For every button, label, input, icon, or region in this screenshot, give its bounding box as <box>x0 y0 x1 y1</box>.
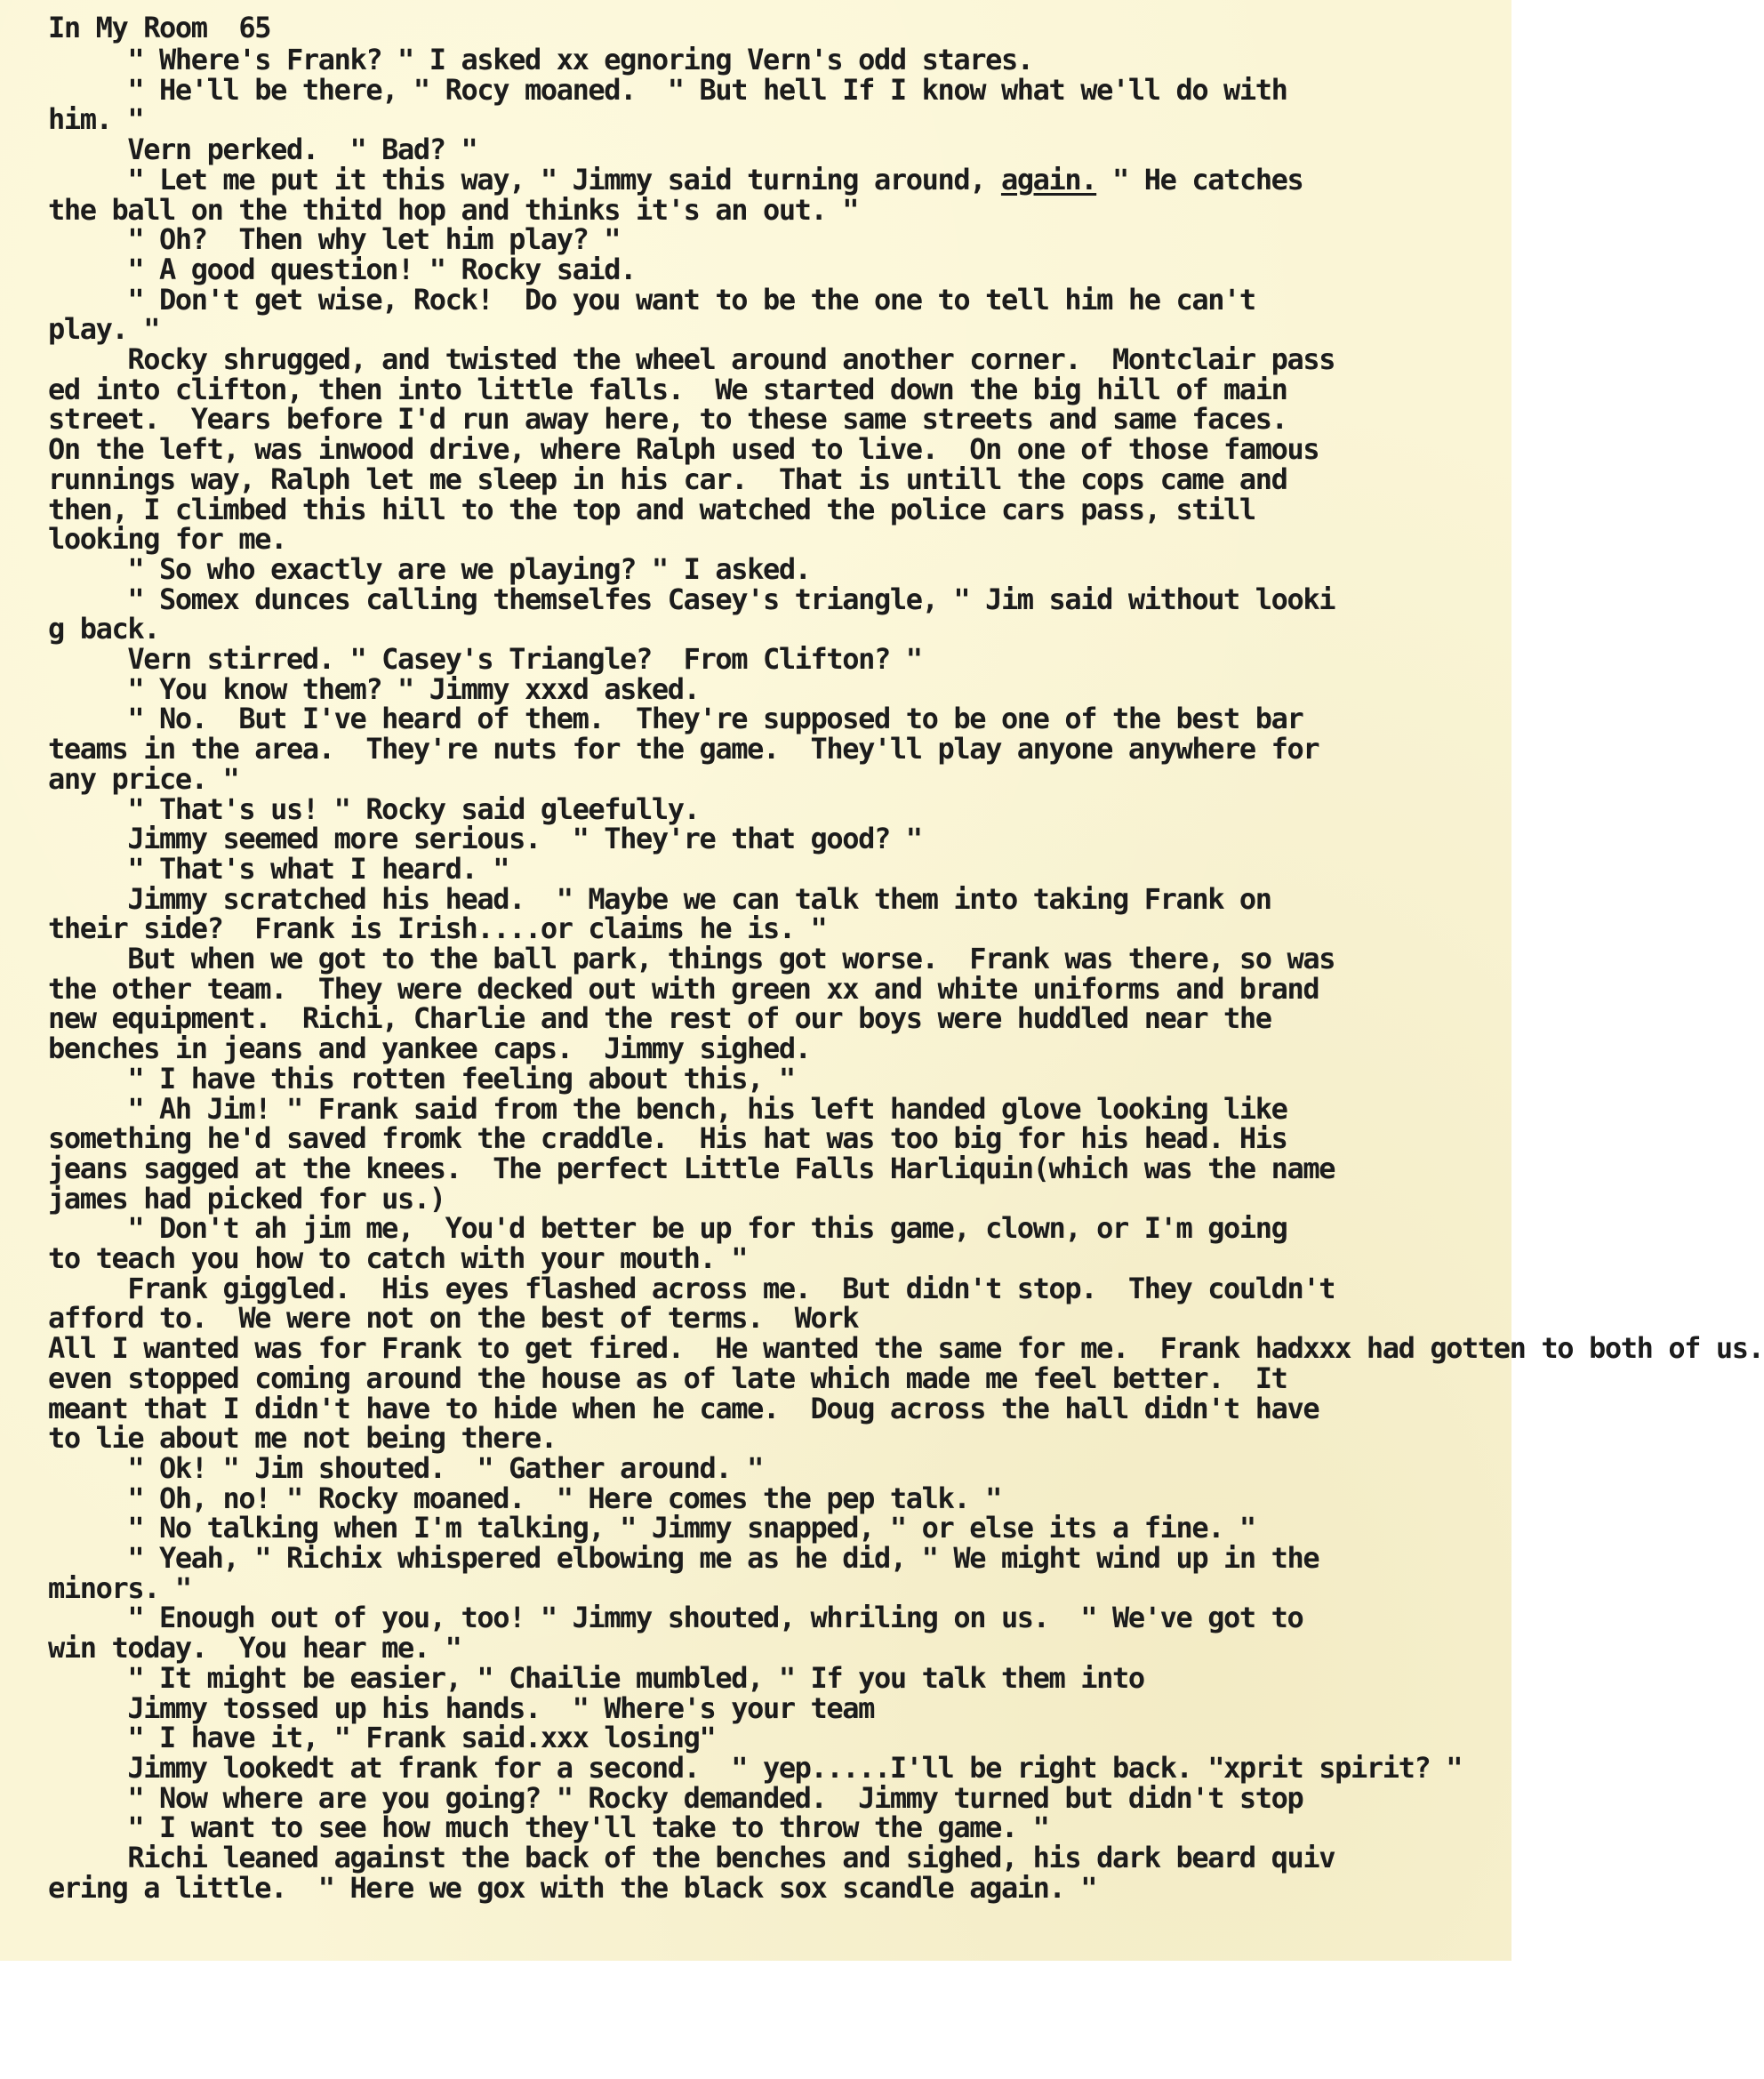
line-text: even stopped coming around the house as of late which made me feel better. It <box>48 1361 1287 1395</box>
line-text: minors. " <box>48 1570 191 1605</box>
line-text: Rocky shrugged, and twisted the wheel around another corner. Montclair pass <box>48 342 1335 376</box>
text-line <box>48 644 922 674</box>
text-line <box>48 464 1287 494</box>
line-text: " He'll be there, " Rocy moaned. " But hell If I know what we'll do with <box>48 72 1287 107</box>
text-line <box>48 1363 1287 1393</box>
text-line <box>48 1121 1287 1156</box>
line-text: ed into clifton, then into little falls. We started down the big hill of main <box>48 372 1287 406</box>
text-line <box>48 312 160 347</box>
line-text: james had picked for us.) <box>48 1181 445 1216</box>
text-line <box>48 1393 1319 1424</box>
text-line <box>48 102 144 137</box>
line-text: " Oh? Then why let him play? " <box>48 222 621 257</box>
line-text: " Let me put it this way, " Jimmy said turning around, <box>48 162 1001 197</box>
struck-text: xxx <box>540 1721 589 1755</box>
line-text: " Oh, no! " Rocky moaned. " Here comes the pep talk. " <box>48 1481 1001 1515</box>
line-text: him. " <box>48 102 144 137</box>
line-text: meant that I didn't have to hide when he came. Doug across the hall didn't have <box>48 1391 1319 1425</box>
text-line <box>48 1810 1049 1845</box>
line-text: " No. But I've heard of them. They're supposed to be one of the best bar <box>48 702 1303 736</box>
line-text: " A good question! " Rocky said. <box>48 252 637 286</box>
line-text: " It might be easier, " Chailie mumbled, " If you talk them into <box>48 1660 1160 1695</box>
text-line <box>48 943 1335 974</box>
text-line <box>48 971 1319 1006</box>
line-text: their side? Frank is Irish....or claims he is. " <box>48 911 827 946</box>
line-text: new equipment. Richi, Charlie and the rest of our boys were huddled near the <box>48 1001 1271 1036</box>
line-text: All I wanted was for Frank to get fired. He wanted the same for me. Frank had <box>48 1331 1303 1366</box>
text-line <box>48 1421 557 1456</box>
line-text-tail: had gotten to both of us. <box>1351 1331 1764 1366</box>
text-line <box>48 254 636 285</box>
text-line <box>48 1273 1335 1304</box>
text-line <box>48 44 1033 75</box>
line-text: " Ok! " Jim shouted. " Gather around. " <box>48 1450 763 1485</box>
text-line <box>48 1181 445 1216</box>
text-line <box>48 1543 1319 1573</box>
text-line <box>48 222 621 257</box>
line-text: Jimmy lookedt at frank for a second. " yep.....I'll be right back. " <box>48 1750 1224 1785</box>
struck-text: xxx <box>1303 1331 1351 1366</box>
struck-text: xx <box>556 43 589 76</box>
text-line <box>48 1211 1287 1246</box>
text-line <box>48 344 1335 374</box>
line-text: Richi leaned against the back of the benches and sighed, his dark beard quiv <box>48 1841 1335 1874</box>
text-line <box>48 282 1255 317</box>
text-line <box>48 494 1255 525</box>
line-text: Jimmy seemed more serious. " They're that good? " <box>48 822 922 856</box>
line-text: " You know them? " Jimmy <box>48 671 525 706</box>
line-text: " Ah Jim! " Frank said from the bench, his left handed glove looking like <box>48 1091 1287 1126</box>
text-line <box>48 671 700 706</box>
line-text: teams in the area. They're nuts for the game. They'll play anyone anywhere for <box>48 732 1319 767</box>
line-text-tail: spirit? " <box>1303 1750 1463 1785</box>
line-text: ering a little. " Here we gox with the black sox scandle again. " <box>48 1870 1097 1905</box>
line-text: " I have it, " Frank said. <box>48 1721 541 1755</box>
text-line <box>48 1513 1255 1543</box>
text-line <box>48 1750 1463 1785</box>
text-line <box>48 522 286 557</box>
line-text: Vern stirred. " Casey's Triangle? From Clifton? " <box>48 642 922 676</box>
line-text: benches in jeans and yankee caps. Jimmy sighed. <box>48 1031 811 1066</box>
text-line <box>48 732 1319 767</box>
text-line <box>48 911 827 946</box>
line-text: " Don't get wise, Rock! Do you want to be the one to tell him he can't <box>48 282 1255 317</box>
line-text: Frank giggled. His eyes flashed across me. But didn't stop. They couldn't <box>48 1271 1335 1305</box>
line-text: looking for me. <box>48 522 286 557</box>
line-text-tail: losing" <box>588 1721 716 1755</box>
text-line <box>48 1722 715 1753</box>
text-line <box>48 551 811 586</box>
line-text: " Enough out of you, too! " Jimmy shouted, whriling on us. " We've got to <box>48 1601 1303 1635</box>
line-text: the other team. They were decked out with green <box>48 971 827 1006</box>
line-text: afford to. We were not on the best of terms. Work <box>48 1301 875 1336</box>
line-text: " I want to see how much they'll take to throw the game. " <box>48 1810 1049 1845</box>
line-text-tail: and white uniforms and brand <box>858 971 1319 1006</box>
line-text: " Don't ah jim me, You'd better be up for this game, clown, or I'm going <box>48 1211 1287 1246</box>
line-text: to lie about me not being there. <box>48 1421 557 1456</box>
text-line <box>48 1331 1764 1366</box>
text-line <box>48 584 1335 614</box>
text-line <box>48 192 859 227</box>
line-text: jeans sagged at the knees. The perfect Little Falls Harliquin(which was the name <box>48 1151 1335 1185</box>
text-line <box>48 374 1287 405</box>
text-line <box>48 1061 795 1096</box>
line-text-tail: egnoring Vern's odd stares. <box>588 43 1033 76</box>
text-line <box>48 134 477 165</box>
text-line <box>48 614 159 644</box>
line-text: win today. You hear me. " <box>48 1631 461 1666</box>
line-text: Jimmy scratched his head. " Maybe we can talk them into taking Frank on <box>48 881 1271 916</box>
line-text: But when we got to the ball park, things got worse. Frank was there, so was <box>48 942 1335 975</box>
line-text: " Somex dunces calling themselfes Casey's triangle, " Jim said without looki <box>48 582 1335 616</box>
text-line <box>48 1870 1097 1905</box>
text-line <box>48 1780 1303 1815</box>
text-line <box>48 1091 1287 1126</box>
line-text: " Now where are you going? " Rocky demanded. Jimmy turned but didn't stop <box>48 1780 1303 1815</box>
text-line <box>48 1690 890 1725</box>
line-text: something he'd saved fromk the craddle. His hat was too big for his head. His <box>48 1121 1287 1156</box>
text-line <box>48 1570 191 1605</box>
text-line <box>48 1660 1160 1695</box>
line-text: runnings way, Ralph let me sleep in his car. That is untill the cops came and <box>48 462 1287 496</box>
line-text: g back. <box>48 612 160 646</box>
text-line <box>48 162 1303 197</box>
text-line <box>48 1483 1001 1513</box>
line-text: " I have this rotten feeling about this, " <box>48 1061 795 1096</box>
underlined-word: again. <box>1000 162 1097 197</box>
struck-text: xprit <box>1223 1750 1303 1785</box>
text-line <box>48 1153 1335 1184</box>
text-line <box>48 1842 1335 1873</box>
text-line <box>48 851 509 886</box>
text-line <box>48 1602 1303 1633</box>
text-line <box>48 1033 811 1064</box>
line-text: On the left, was inwood drive, where Ralph used to live. On one of those famous <box>48 432 1319 467</box>
line-text: any price. " <box>48 761 239 796</box>
struck-text: xx <box>826 971 859 1006</box>
line-text: " Yeah, " Richix whispered elbowing me as he did, " We might wind up in the <box>48 1541 1319 1575</box>
text-line <box>48 1243 747 1273</box>
text-line <box>48 791 700 826</box>
text-line <box>48 1001 1271 1036</box>
text-line <box>48 402 1287 437</box>
line-text: Jimmy tossed up his hands. " Where's your team <box>48 1690 890 1725</box>
line-text: " That's us! " Rocky said gleefully. <box>48 791 700 826</box>
line-text-tail: asked. <box>588 671 700 706</box>
line-text: to teach you how to catch with your mouth. " <box>48 1241 748 1275</box>
text-line <box>48 1301 875 1336</box>
text-line <box>48 881 1271 916</box>
line-text: the ball on the thitd hop and thinks it's an out. " <box>48 192 859 227</box>
line-text: Vern perked. " Bad? " <box>48 132 477 167</box>
line-text: " That's what I heard. " <box>48 851 509 886</box>
line-text: " No talking when I'm talking, " Jimmy snapped, " or else its a fine. " <box>48 1511 1255 1545</box>
text-line <box>48 432 1319 467</box>
text-line <box>48 823 922 854</box>
text-line <box>48 1450 763 1485</box>
line-text-tail: " He catches <box>1096 162 1303 197</box>
line-text: " So who exactly are we playing? " I asked. <box>48 551 811 586</box>
text-line <box>48 1631 461 1666</box>
text-line <box>48 761 239 796</box>
page-header: In My Room 65 <box>48 11 271 44</box>
text-line <box>48 703 1303 734</box>
text-line <box>48 72 1287 107</box>
line-text: street. Years before I'd run away here, to these same streets and same faces. <box>48 402 1287 437</box>
line-text: play. " <box>48 312 160 347</box>
line-text: " Where's Frank? " I asked <box>48 43 557 76</box>
line-text: then, I climbed this hill to the top and watched the police cars pass, still <box>48 492 1255 526</box>
struck-text: xxxd <box>524 671 589 706</box>
